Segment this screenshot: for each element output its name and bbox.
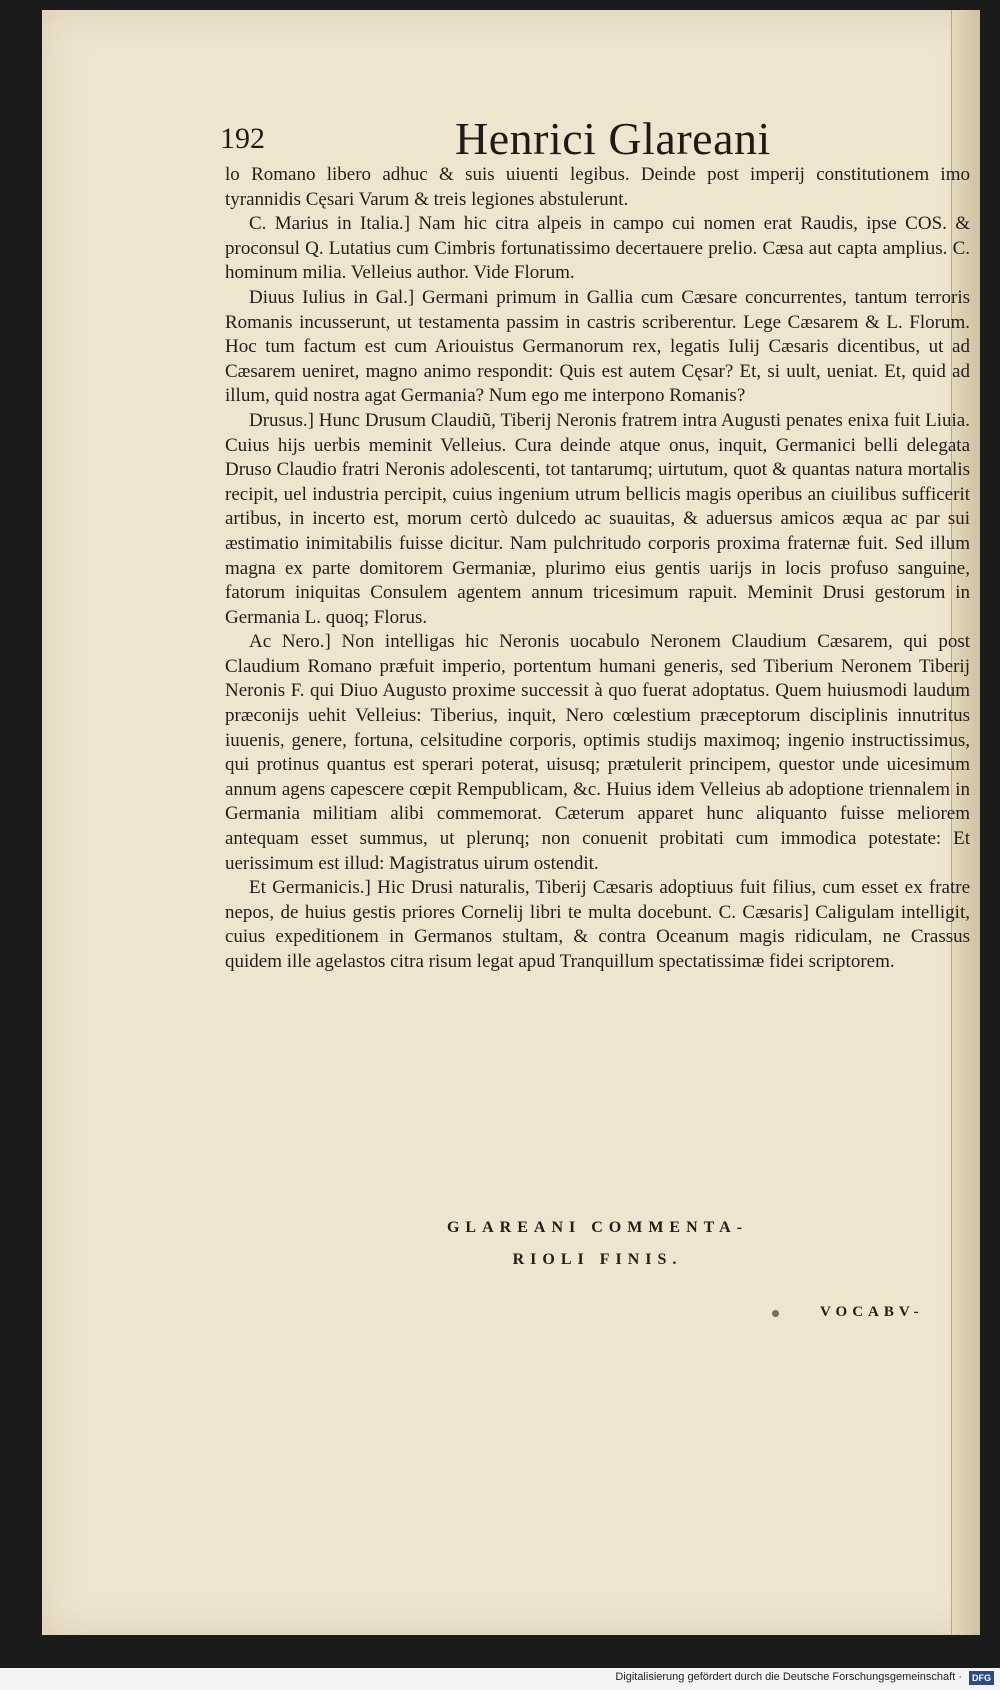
catchword: VOCABV- — [820, 1304, 924, 1320]
colophon-line-2: RIOLI FINIS. — [512, 1251, 683, 1268]
paragraph-marius: C. Marius in Italia.] Nam hic citra alpeis in campo cui nomen erat Raudis, ipse COS. & proconsul Q. Lutatius cum Cimbris fortunatissimo decertauere prelio. Cæsa aut capta amplius. C. hominum milia. Velleius author. Vide Florum. — [225, 213, 970, 284]
paragraph-germanicus: Et Germanicis.] Hic Drusi naturalis, Tiberij Cæsaris adoptiuus fuit filius, cum esset ex fratre nepos, de huius gestis priores Cornelij libri te multa docebunt. C. Cæsaris] Caligulam intelligit, cuius expeditionem in Germanos stultam, & contra Oceanum magis ridiculam, ne Crassus quidem ille agelastos citra risum legat apud Tranquillum spectatissimæ fidei scriptorem. — [225, 877, 970, 972]
running-title: Henrici Glareani — [455, 113, 771, 164]
paragraph-iulius: Diuus Iulius in Gal.] Germani primum in Gallia cum Cæsare concurrentes, tantum terroris Romanis incusserunt, ut testamenta passim in castris scriberentur. Lege Cæsarem & L. Florum. Hoc tum factum est cum Ariouistus Germanorum rex, legatis Iulij Cæsaris dicentibus, ut ad Cæsarem ueniret, magno animo respondit: Quis est autem Cęsar? Et, si uult, ueniat. Et, quid ad illum, quid nostra agat Germania? Num ego me interpono Romanis? — [225, 286, 970, 407]
ink-dot — [772, 1310, 779, 1317]
dfg-logo-icon: DFG — [969, 1671, 994, 1685]
paragraph-nero: Ac Nero.] Non intelligas hic Neronis uocabulo Neronem Claudium Cæsarem, qui post Claudium Romano præfuit imperio, portentum humani generis, sed Tiberium Neronem Tiberij Neronis F. qui Diuo Augusto proxime successit à quo fuerat adoptatus. Quem huiusmodi laudum præconijs uehit Velleius: Tiberius, inquit, Nero cœlestium præceptorum disciplinis innutritus iuuenis, genere, fortuna, celsitudine corporis, optimis studijs maximoq; ingenio instructissimus, qui protinus quantus est sperari poterat, uisusq; prætulerit principem, questor unde uicesimum annum agens capescere cœpit Rempublicam, &c. Huius idem Velleius ab adoptione triennalem in Germania militiam alibi commemorat. Cæterum apparet hunc aliquanto fuisse meliorem antequam esset summus, ut plerunq; non conuenit probitati cum immodica potestate: Et uerissimum est illud: Magistratus uirum ostendit. — [225, 631, 970, 874]
footer-credit: Digitalisierung gefördert durch die Deutsche Forschungsgemeinschaft · — [615, 1671, 962, 1683]
colophon-line-1: GLAREANI COMMENTA- — [446, 1219, 749, 1236]
commentary-text — [225, 163, 970, 975]
paragraph-drusus: Drusus.] Hunc Drusum Claudiũ, Tiberij Neronis fratrem intra Augusti penates enixa fuit Liuia. Cuius hijs uerbis meminit Velleius. Cura deinde atque onus, inquit, Germanici belli delegata Druso Claudio fratri Neronis adolescenti, tot tantarumq; uirtutum, quot & quantas natura mortalis recipit, uel industria percipit, cuius ingenium utrum bellicis magis operibus an ciuilibus sufficerit artibus, in incerto est, morum certò dulcedo ac suauitas, & aduersus amicos æqua ac par sui æstimatio inimitabilis fuisse dicitur. Nam pulchritudo corporis proxima fraternæ fuit. Sed illum magna ex parte domitorem Germaniæ, plurimo eius gentis uarijs in locis profuso sanguine, fatorum iniquitas Consulem agentem annum tricesimum rapuit. Meminit Drusi gestorum in Germania L. quoq; Florus. — [225, 409, 970, 628]
colophon — [225, 1212, 970, 1276]
page-header — [220, 112, 780, 168]
folio-number: 192 — [220, 122, 265, 155]
paragraph-continuation: lo Romano libero adhuc & suis uiuenti legibus. Deinde post imperij constitutionem imo tyrannidis Cęsari Varum & treis legiones abstulerunt. — [225, 164, 970, 210]
